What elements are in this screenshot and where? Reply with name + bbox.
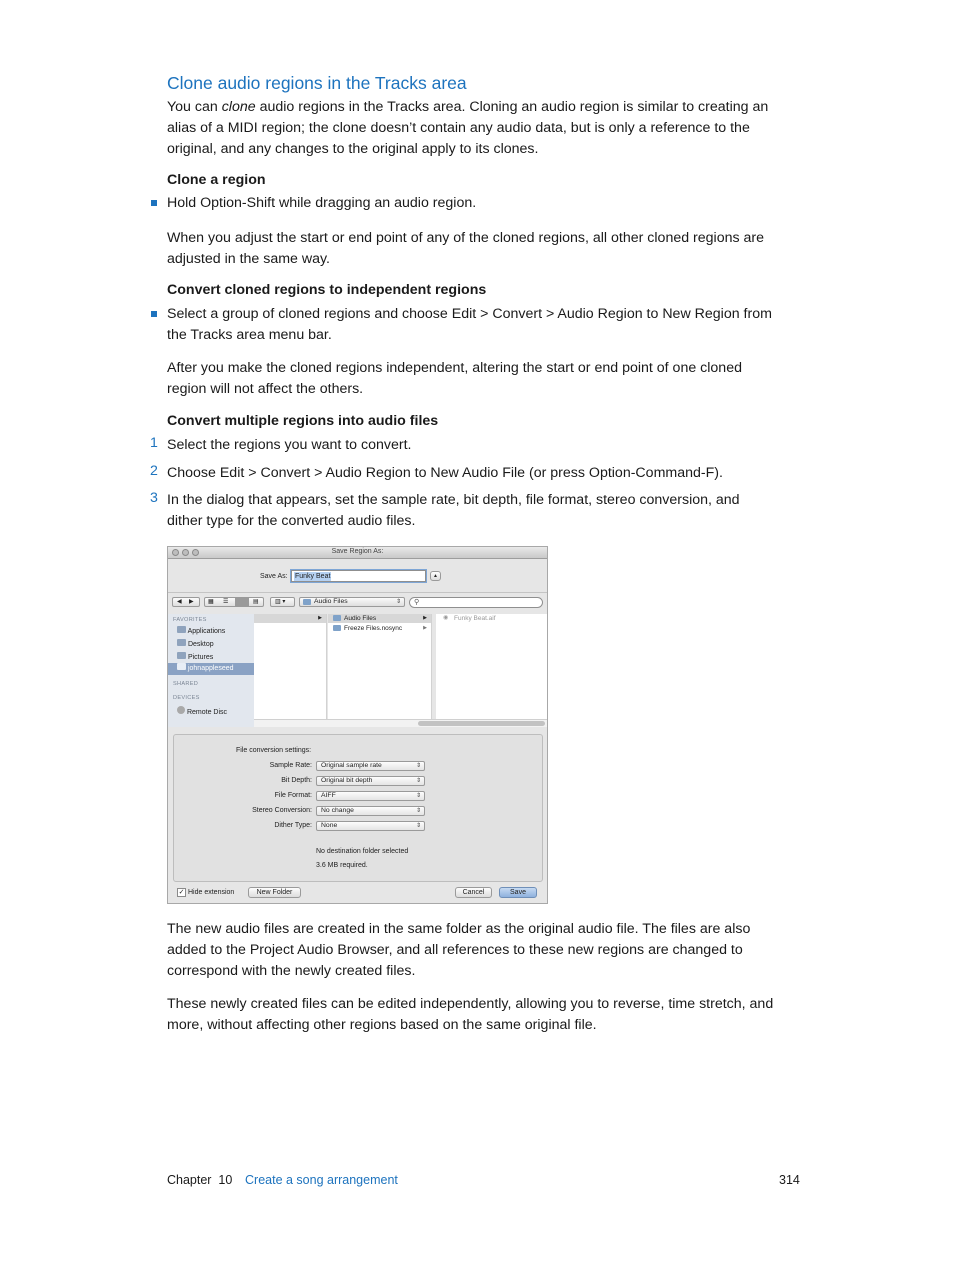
chevron-right-icon: ▶ [318,615,322,621]
divider [168,592,547,593]
paragraph-line: These newly created files can be edited independently, allowing you to reverse, time stretch, and [167,996,774,1012]
column-view-icon[interactable] [235,597,249,607]
note-line: adjusted in the same way. [167,251,330,267]
cancel-button[interactable]: Cancel [455,887,492,898]
intro-text: audio regions in the Tracks area. Cloning an audio region is similar to creating an [255,99,769,115]
bit-depth-label: Bit Depth: [281,777,312,784]
bullet-line: the Tracks area menu bar. [167,327,332,343]
location-popup[interactable] [299,597,405,607]
sidebar-item-home[interactable] [168,663,254,675]
sidebar-item-label: Desktop [187,641,214,648]
sample-rate-select[interactable] [316,761,425,771]
clone-region-bullet: Hold Option-Shift while dragging an audio region. [167,195,477,211]
note-line: After you make the cloned regions independent, altering the start or end point of one cloned [167,360,742,376]
chevron-updown-icon: ⇕ [415,808,421,814]
dialog-titlebar [168,547,547,559]
dialog-title: Save Region As: [331,548,384,555]
paragraph-line: more, without affecting other regions based on the same original file. [167,1017,597,1033]
file-format-label: File Format: [274,792,312,799]
chevron-updown-icon: ⇕ [415,778,421,784]
convert-files-heading: Convert multiple regions into audio files [167,413,439,429]
clone-region-heading: Clone a region [167,172,266,188]
sidebar-item-label: Pictures [187,654,214,661]
settings-heading: File conversion settings: [236,747,312,754]
expand-dialog-button[interactable]: ▲ [430,571,441,581]
list-item[interactable] [328,624,431,633]
bullet-line: Select a group of cloned regions and choose Edit > Convert > Audio Region to New Region from [167,306,772,322]
intro-emphasis: clone [221,99,256,115]
bullet-square-icon [151,200,157,206]
bit-depth-select[interactable] [316,776,425,786]
list-item[interactable] [328,614,431,623]
sidebar-item-label: johnappleseed [187,665,234,672]
dither-type-select[interactable] [316,821,425,831]
chevron-updown-icon: ⇕ [415,793,421,799]
step-number: 2 [150,463,158,479]
step-text: Select the regions you want to convert. [167,437,412,453]
select-value: Original sample rate [321,762,382,769]
intro-line: original, and any changes to the original apply to its clones. [167,141,539,157]
save-region-dialog [167,546,548,904]
folder-icon [333,625,341,631]
scrollbar-thumb[interactable] [418,721,545,726]
forward-arrow-icon[interactable]: ▶ [189,599,194,605]
hide-extension-checkbox[interactable]: ✓ [178,889,185,896]
dither-type-label: Dither Type: [274,822,312,829]
paragraph-line: added to the Project Audio Browser, and all references to these new regions are changed to [167,942,743,958]
back-arrow-icon[interactable]: ◀ [177,599,182,605]
sample-rate-label: Sample Rate: [269,762,312,769]
horizontal-scrollbar[interactable] [254,719,547,727]
list-item-label: Audio Files [344,615,377,622]
list-view-icon[interactable]: ☰ [223,599,229,605]
browser-column-2[interactable] [328,614,432,719]
sidebar-shared-heading: SHARED [173,681,199,687]
home-icon [177,663,186,670]
folder-icon [303,599,311,605]
list-item-label: Funky Beat.aif [454,615,496,622]
folder-icon [333,615,341,621]
audio-file-icon: ◉ [443,615,449,621]
convert-independent-bullet [167,304,807,346]
size-required: 3.6 MB required. [316,862,368,869]
destination-status: No destination folder selected [316,848,409,855]
chevron-updown-icon: ⇕ [415,823,421,829]
convert-independent-note [167,358,807,400]
sidebar-item-pictures[interactable] [177,652,213,661]
disc-icon [177,706,185,714]
note-line: When you adjust the start or end point of any of the cloned regions, all other cloned regions are [167,230,765,246]
sidebar-item-label: Remote Disc [186,709,228,716]
search-input[interactable] [409,597,543,608]
footer-chapter: Chapter 10 [167,1173,233,1187]
finder-sidebar [168,614,254,727]
coverflow-view-icon[interactable]: ▤ [253,599,259,605]
chevron-updown-icon: ⇕ [395,599,401,605]
footer-chapter-link[interactable]: Create a song arrangement [245,1173,398,1187]
after-paragraph-2 [167,994,807,1036]
save-button[interactable]: Save [499,887,537,898]
save-as-label: Save As: [260,573,288,580]
hide-extension-label: Hide extension [188,889,235,896]
section-title: Clone audio regions in the Tracks area [167,73,467,93]
list-item[interactable] [436,614,546,623]
step-number: 3 [150,490,158,506]
sidebar-devices-heading: DEVICES [173,695,200,701]
desktop-icon [177,639,186,646]
pictures-icon [177,652,186,659]
after-paragraph-1 [167,919,807,982]
save-as-input[interactable] [291,570,426,582]
list-item-label: Freeze Files.nosync [344,625,403,632]
convert-independent-heading: Convert cloned regions to independent regions [167,282,487,298]
view-mode-buttons[interactable] [204,597,264,607]
back-forward-buttons[interactable] [172,597,200,607]
sidebar-favorites-heading: FAVORITES [173,617,207,623]
clone-region-note [167,228,807,270]
page-number: 314 [779,1173,800,1187]
step-text [167,490,807,532]
selected-row[interactable] [254,614,326,623]
stereo-conversion-label: Stereo Conversion: [252,807,312,814]
sidebar-item-applications[interactable] [177,626,225,635]
step-number: 1 [150,435,158,451]
save-as-value: Funky Beat [295,573,331,580]
intro-paragraph [167,97,807,160]
location-label: Audio Files [314,598,348,605]
bullet-square-icon [151,311,157,317]
step-line: In the dialog that appears, set the sample rate, bit depth, file format, stereo conversion, and [167,492,740,508]
intro-text: You can [167,99,222,115]
browser-column-1[interactable] [254,614,327,719]
paragraph-line: correspond with the newly created files. [167,963,416,979]
arrange-menu-icon[interactable]: ▥ ▾ [270,597,295,607]
sidebar-item-desktop[interactable] [177,639,214,648]
note-line: region will not affect the others. [167,381,364,397]
paragraph-line: The new audio files are created in the same folder as the original audio file. The files are also [167,921,751,937]
stereo-conversion-select[interactable] [316,806,425,816]
sidebar-item-label: Applications [187,628,226,635]
chevron-right-icon: ▶ [423,615,427,621]
select-value: AIFF [321,792,336,799]
chevron-right-icon: ▶ [423,625,427,631]
conversion-settings-panel [173,734,543,882]
select-value: No change [321,807,354,814]
search-icon: ⚲ [414,599,420,606]
step-text: Choose Edit > Convert > Audio Region to New Audio File (or press Option-Command-F). [167,465,723,481]
intro-line: alias of a MIDI region; the clone doesn’t contain any audio data, but is only a reference to the [167,120,750,136]
chevron-updown-icon: ⇕ [415,763,421,769]
sidebar-item-remote-disc[interactable] [177,706,227,716]
applications-icon [177,626,186,633]
icon-view-icon[interactable]: ▦ [208,599,214,605]
select-value: Original bit depth [321,777,373,784]
file-format-select[interactable] [316,791,425,801]
step-line: dither type for the converted audio files. [167,513,416,529]
select-value: None [321,822,338,829]
new-folder-button[interactable]: New Folder [248,887,301,898]
browser-column-3[interactable] [436,614,547,719]
